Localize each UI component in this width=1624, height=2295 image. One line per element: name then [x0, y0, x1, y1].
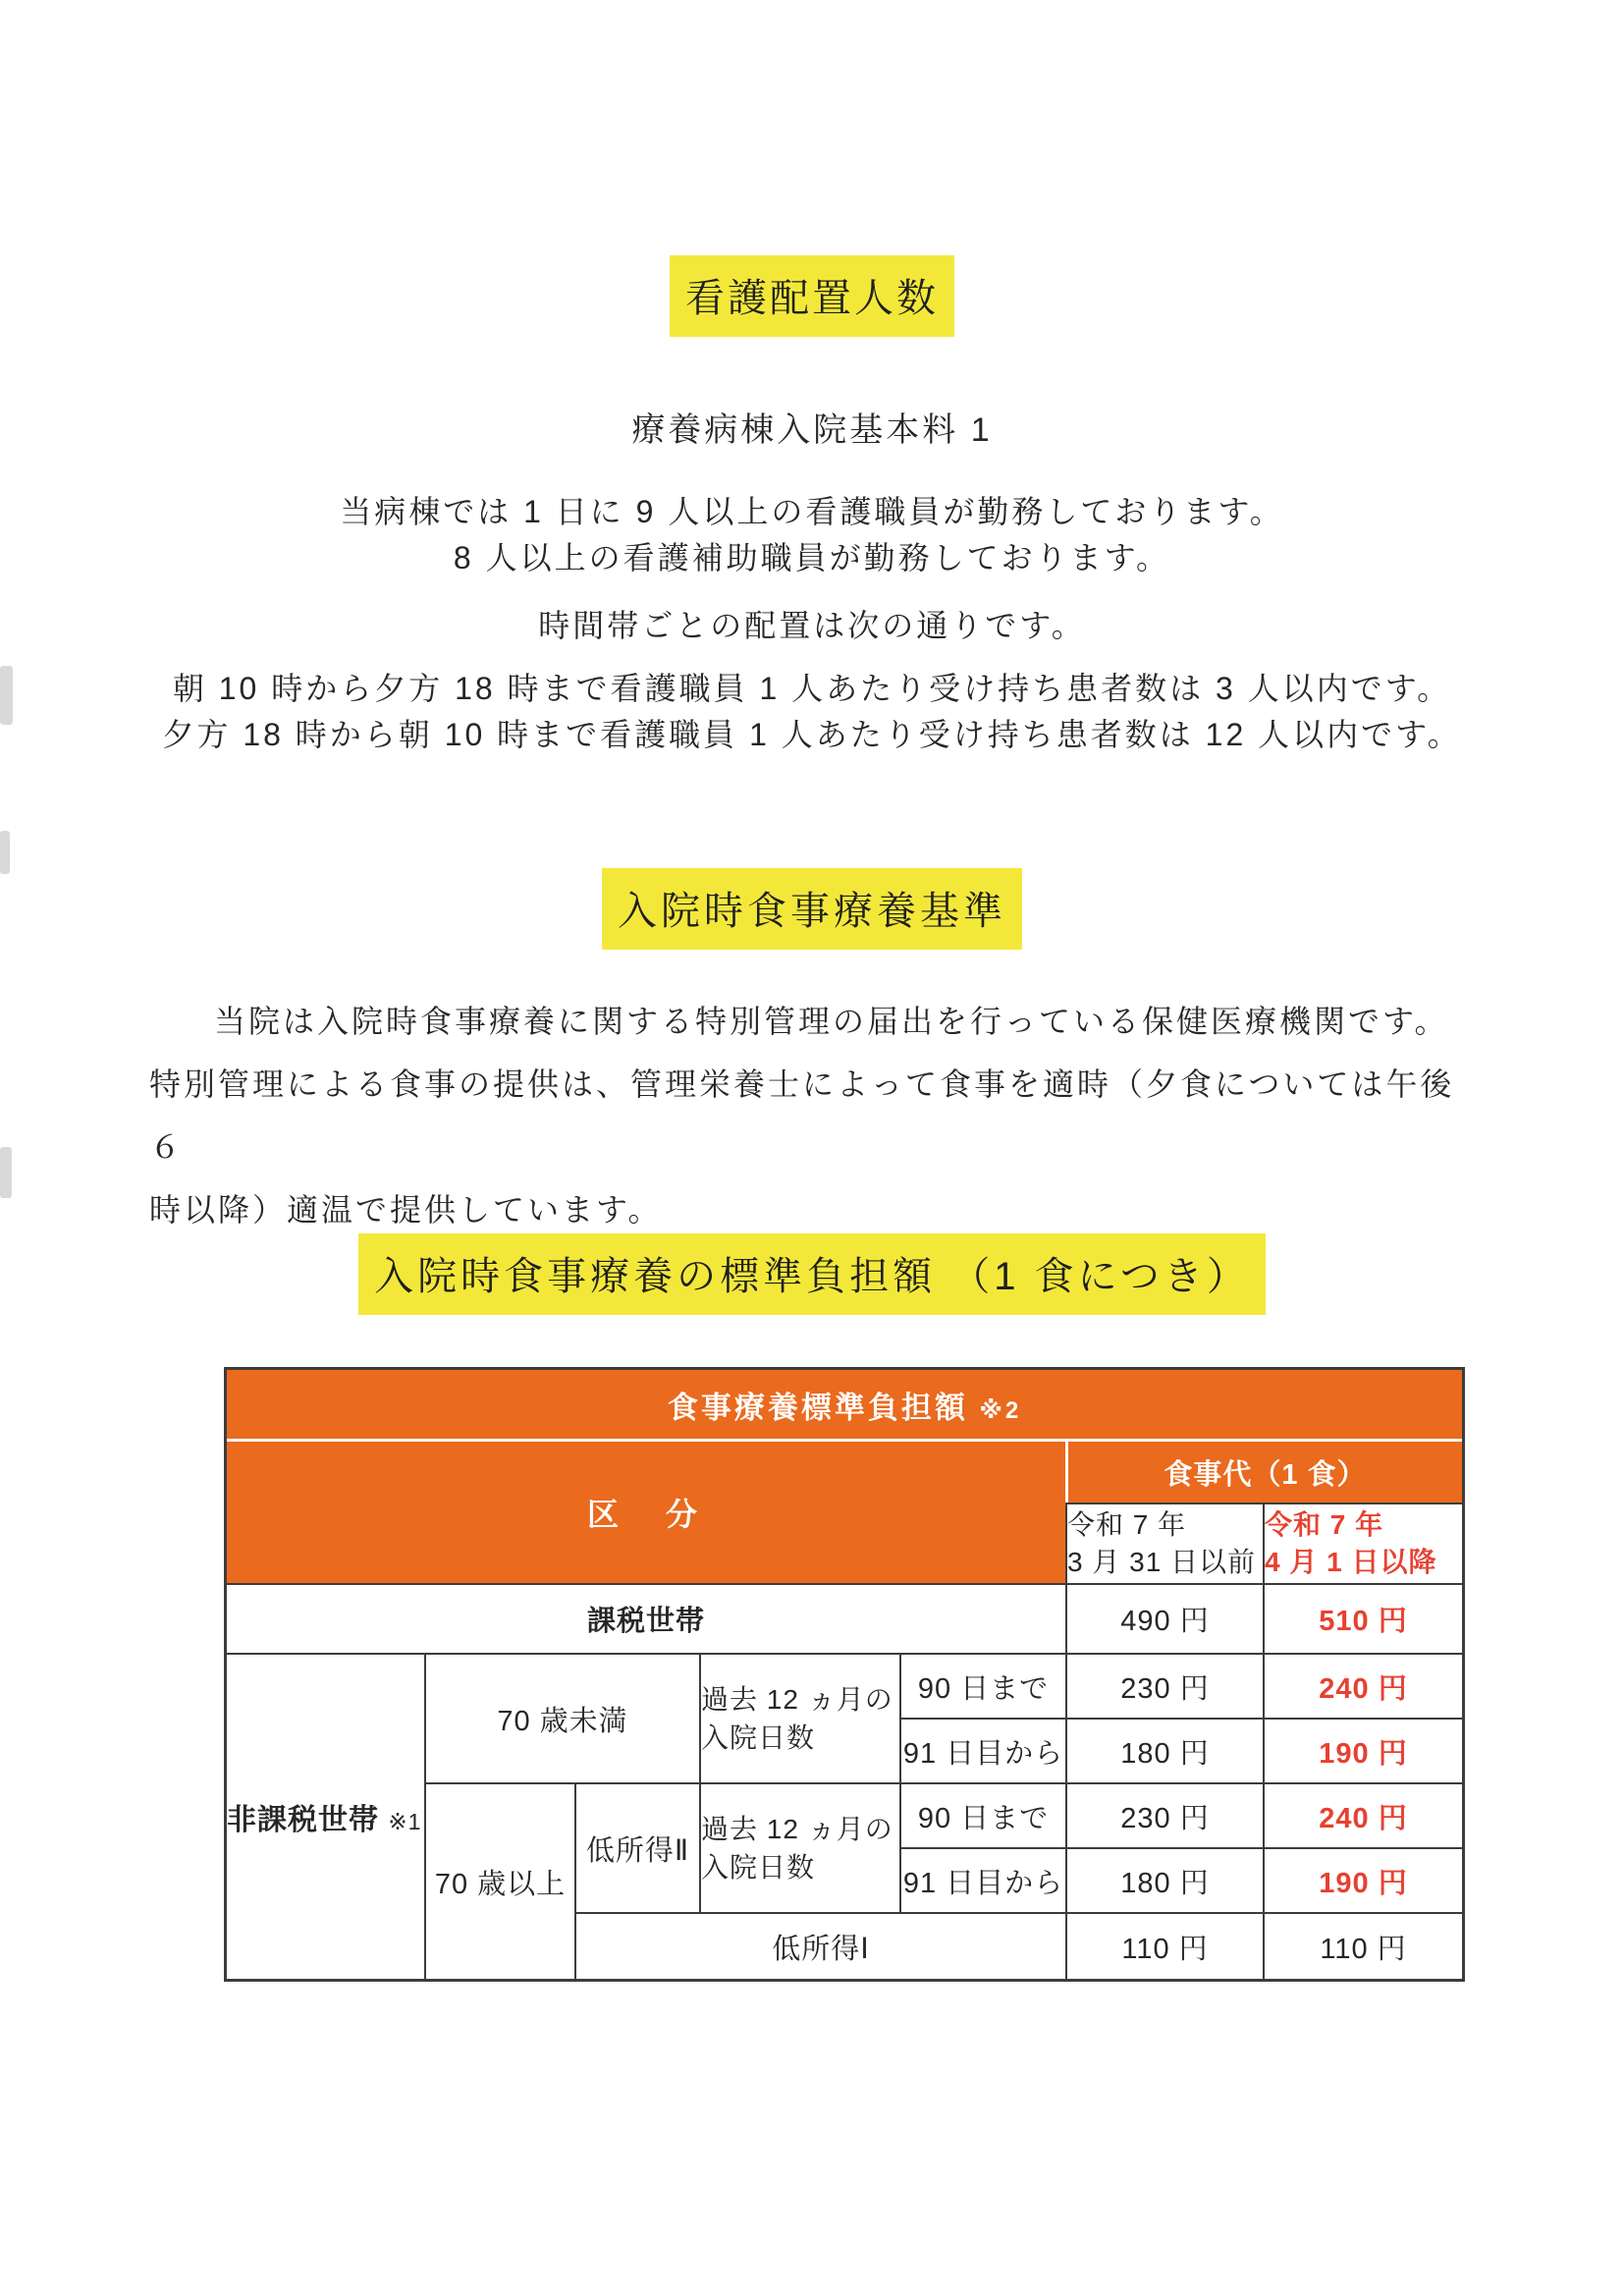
paragraph-line-1: 当院は入院時食事療養に関する特別管理の届出を行っている保健医療機関です。	[214, 1004, 1449, 1039]
low-income-1-after: 110 円	[1263, 1912, 1462, 1979]
under70-90-before: 230 円	[1065, 1653, 1263, 1718]
staffing-schedule-line-3: 夕方 18 時から朝 10 時まで看護職員 1 人あたり受け持ち患者数は 12 人以内です。	[162, 717, 1462, 752]
under70-range-91: 91 日目から	[899, 1718, 1065, 1782]
under70-range-90: 90 日まで	[899, 1653, 1065, 1718]
staffing-schedule-line-1: 時間帯ごとの配置は次の通りです。	[538, 608, 1086, 643]
taxed-price-after: 510 円	[1263, 1583, 1462, 1653]
over70-label: 70 歳以上	[424, 1782, 574, 1979]
staffing-schedule-line-2: 朝 10 時から夕方 18 時まで看護職員 1 人あたり受け持ち患者数は 3 人以内です。	[172, 671, 1452, 706]
untaxed-household-label-cell	[227, 1653, 424, 1979]
low-income-1-before: 110 円	[1065, 1912, 1263, 1979]
paragraph-line-2: 特別管理による食事の提供は、管理栄養士によって食事を適時（夕食については午後６	[149, 1066, 1455, 1165]
staffing-intro-line-1: 当病棟では 1 日に 9 人以上の看護職員が勤務しております。	[340, 494, 1284, 529]
staffing-subtitle: 療養病棟入院基本料 1	[631, 411, 993, 449]
under70-stay-line-2: 入院日数	[701, 1722, 816, 1753]
taxed-price-before: 490 円	[1065, 1583, 1263, 1653]
over70-90-before: 230 円	[1065, 1782, 1263, 1847]
table-title-row	[227, 1370, 1462, 1439]
low-income-1-label: 低所得Ⅰ	[574, 1912, 1065, 1979]
over70-range-91: 91 日目から	[899, 1847, 1065, 1912]
burden-heading-row	[0, 1233, 1624, 1315]
untaxed-household-label: 非課税世帯	[227, 1804, 379, 1836]
table-title-cell	[227, 1370, 1462, 1439]
staffing-heading: 看護配置人数	[670, 255, 954, 337]
staffing-intro-line-2: 8 人以上の看護補助職員が勤務しております。	[453, 540, 1171, 575]
staffing-heading-row	[0, 255, 1624, 337]
period-after-header-cell	[1263, 1503, 1462, 1583]
untaxed-household-note: ※1	[388, 1809, 422, 1834]
over70-stay-line-2: 入院日数	[701, 1852, 816, 1883]
taxed-household-label: 課税世帯	[227, 1583, 1065, 1653]
meal-standard-paragraph	[149, 990, 1477, 1241]
over70-91-after: 190 円	[1263, 1847, 1462, 1912]
over70-91-before: 180 円	[1065, 1847, 1263, 1912]
under70-91-after: 190 円	[1263, 1718, 1462, 1782]
category-header-cell: 区 分	[227, 1439, 1065, 1583]
under70-90-after: 240 円	[1263, 1653, 1462, 1718]
period-after-line-1: 令和 7 年	[1265, 1509, 1384, 1541]
table-title-note: ※2	[979, 1396, 1022, 1424]
over70-range-90: 90 日まで	[899, 1782, 1065, 1847]
under70-label: 70 歳未満	[424, 1653, 699, 1782]
scan-artifact	[0, 1147, 12, 1198]
meal-standard-heading-row	[0, 868, 1624, 950]
under70-stay-line-1: 過去 12 ヵ月の	[701, 1683, 893, 1715]
over70-stay-line-1: 過去 12 ヵ月の	[701, 1813, 893, 1844]
meal-burden-table	[224, 1367, 1465, 1982]
period-after-line-2: 4 月 1 日以降	[1265, 1547, 1437, 1577]
table-title: 食事療養標準負担額	[667, 1390, 968, 1425]
low-income-2-label: 低所得Ⅱ	[574, 1782, 699, 1912]
paragraph-line-3: 時以降）適温で提供しています。	[149, 1192, 663, 1228]
meal-price-header-cell: 食事代（1 食）	[1065, 1439, 1462, 1503]
period-before-header-cell	[1065, 1503, 1263, 1583]
meal-standard-heading: 入院時食事療養基準	[602, 868, 1022, 950]
over70-stay-label-cell	[699, 1782, 899, 1912]
over70-90-after: 240 円	[1263, 1782, 1462, 1847]
under70-91-before: 180 円	[1065, 1718, 1263, 1782]
period-before-line-1: 令和 7 年	[1067, 1509, 1187, 1541]
taxed-household-row	[227, 1583, 1462, 1653]
table-header-row-1	[227, 1439, 1462, 1503]
untaxed-under70-row-1	[227, 1653, 1462, 1718]
period-before-line-2: 3 月 31 日以前	[1067, 1547, 1257, 1577]
under70-stay-label-cell	[699, 1653, 899, 1782]
burden-heading: 入院時食事療養の標準負担額 （1 食につき）	[358, 1233, 1266, 1315]
